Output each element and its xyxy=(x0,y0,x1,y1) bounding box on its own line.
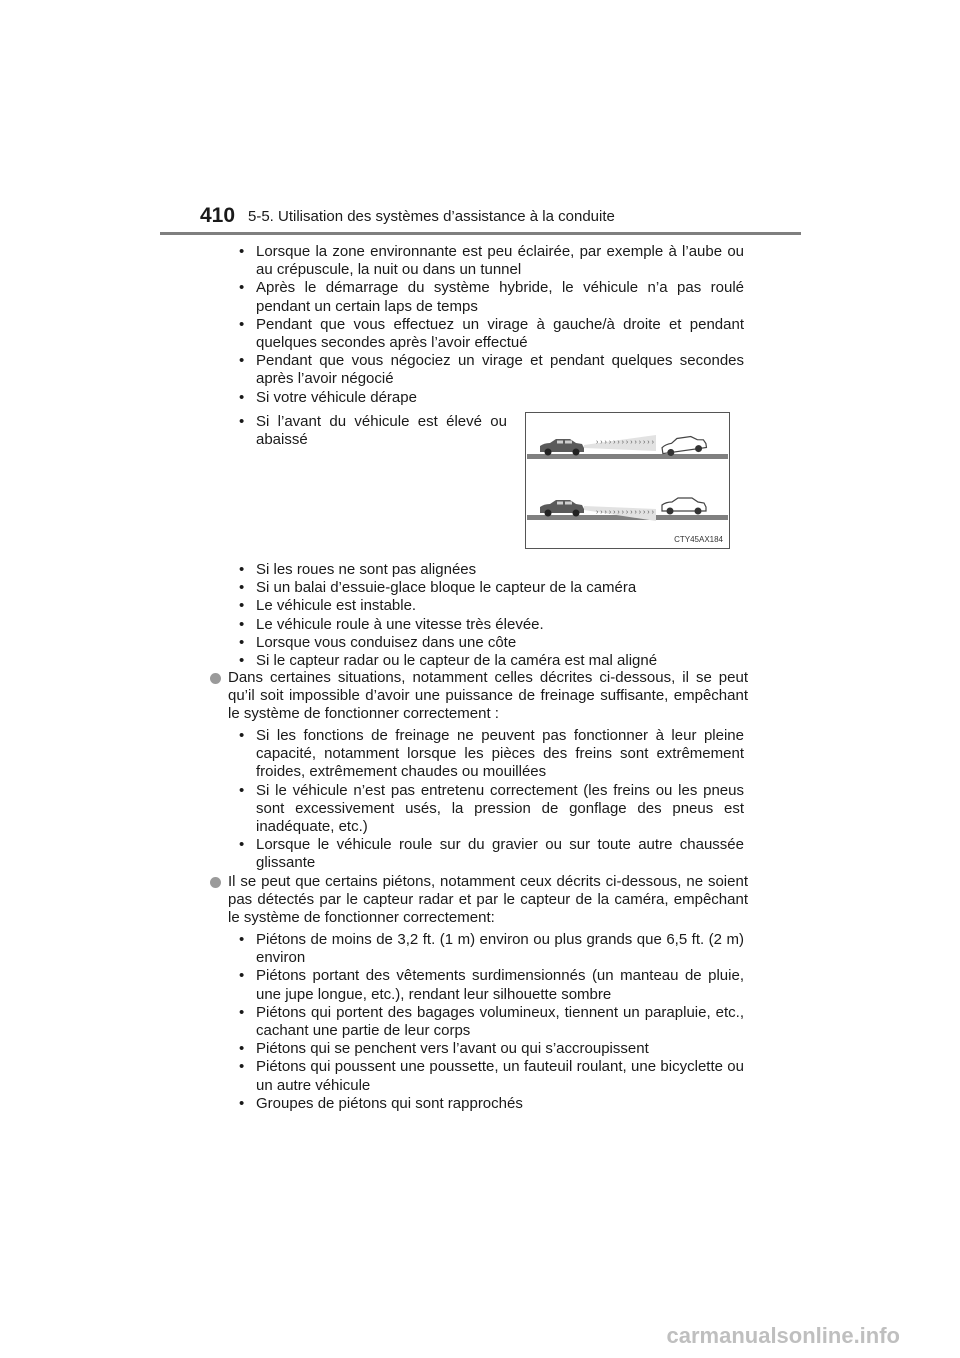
middle-bullet-list xyxy=(237,561,744,670)
list-item: • Lorsque la zone environnante est peu éclairée, par exemple à l’aube ou au crépuscule, la nuit ou dans un tunnel xyxy=(239,243,744,279)
braking-note xyxy=(210,669,748,724)
section-title: 5-5. Utilisation des systèmes d’assistance à la conduite xyxy=(248,208,615,225)
pedestrian-note-text: Il se peut que certains piétons, notamment ceux décrits ci-dessous, ne soient pas détectés par le capteur radar et par le capteur de la caméra, empêchant le système de fonctionner correctement: xyxy=(228,873,748,927)
list-item: • Piétons de moins de 3,2 ft. (1 m) environ ou plus grands que 6,5 ft. (2 m) environ xyxy=(239,931,744,967)
list-item: • Si les roues ne sont pas alignées xyxy=(239,561,477,578)
road-top xyxy=(527,454,728,459)
circle-bullet-icon xyxy=(210,877,221,888)
list-item: • Pendant que vous effectuez un virage à gauche/à droite et pendant quelques secondes après l’avoir effectué xyxy=(239,315,744,352)
list-item: • Lorsque vous conduisez dans une côte xyxy=(239,633,517,651)
list-item: • Si le véhicule n’est pas entretenu correctement (les freins ou les pneus sont excessivement usés, la pression de gonflage des pneus est inadéquate, etc.) xyxy=(239,781,744,836)
list-item: • Pendant que vous négociez un virage et pendant quelques secondes après l’avoir négocié xyxy=(239,352,744,388)
list-item: • Piétons qui poussent une poussette, un fauteuil roulant, une bicyclette ou un autre véhicule xyxy=(239,1058,744,1094)
illustration-svg xyxy=(526,413,729,548)
list-item: • Le véhicule est instable. xyxy=(239,597,417,615)
pedestrian-note xyxy=(210,873,748,928)
circle-bullet-icon xyxy=(210,673,221,684)
wave-arrows-top: › › › › › › › › › › › › › › xyxy=(596,439,654,446)
top-bullet-list xyxy=(237,243,744,407)
list-item: • Piétons qui portent des bagages volumineux, tiennent un parapluie, etc., cachant une partie de leur corps xyxy=(239,1003,744,1040)
watermark: carmanualsonline.info xyxy=(666,1323,900,1348)
list-item: • Si le capteur radar ou le capteur de la caméra est mal aligné xyxy=(239,652,658,670)
car-bottom-left xyxy=(540,500,584,517)
list-item: • Si l’avant du véhicule est élevé ou abaissé xyxy=(239,413,507,449)
page-number: 410 xyxy=(200,204,236,227)
list-item: • Si un balai d’essuie-glace bloque le capteur de la caméra xyxy=(239,579,637,597)
car-top-left xyxy=(540,439,584,456)
list-item: • Lorsque le véhicule roule sur du gravier ou sur toute autre chaussée glissante xyxy=(239,836,744,872)
figure-code: CTY45AX184 xyxy=(674,535,723,544)
list-item: • Après le démarrage du système hybride, le véhicule n’a pas roulé pendant un certain laps de temps xyxy=(239,279,744,315)
braking-bullet-list xyxy=(237,727,744,873)
vehicle-pitch-illustration xyxy=(525,412,730,549)
braking-note-text: Dans certaines situations, notamment celles décrites ci-dessous, il se peut qu’il soit impossible d’avoir une puissance de freinage suffisante, empêchant le système de fonctionner correctement : xyxy=(228,669,748,723)
car-bottom-right xyxy=(662,498,706,515)
figure-side-bullet-list xyxy=(237,413,507,449)
list-item: • Groupes de piétons qui sont rapprochés xyxy=(239,1094,523,1112)
car-top-right xyxy=(661,435,707,457)
wave-arrows-bottom: › › › › › › › › › › › › › › xyxy=(596,509,654,516)
list-item: • Si votre véhicule dérape xyxy=(239,388,417,406)
pedestrian-bullet-list xyxy=(237,931,744,1113)
list-item: • Si les fonctions de freinage ne peuvent pas fonctionner à leur pleine capacité, notamment lorsque les pièces des freins sont extrêmement froides, extrêmement chaudes ou mouillées xyxy=(239,727,744,781)
list-item: • Piétons qui se penchent vers l’avant ou qui s’accroupissent xyxy=(239,1040,649,1058)
list-item: • Piétons portant des vêtements surdimensionnés (un manteau de pluie, une jupe longue, etc.), rendant leur silhouette sombre xyxy=(239,967,744,1003)
header-rule xyxy=(160,232,801,235)
list-item: • Le véhicule roule à une vitesse très élevée. xyxy=(239,615,544,633)
